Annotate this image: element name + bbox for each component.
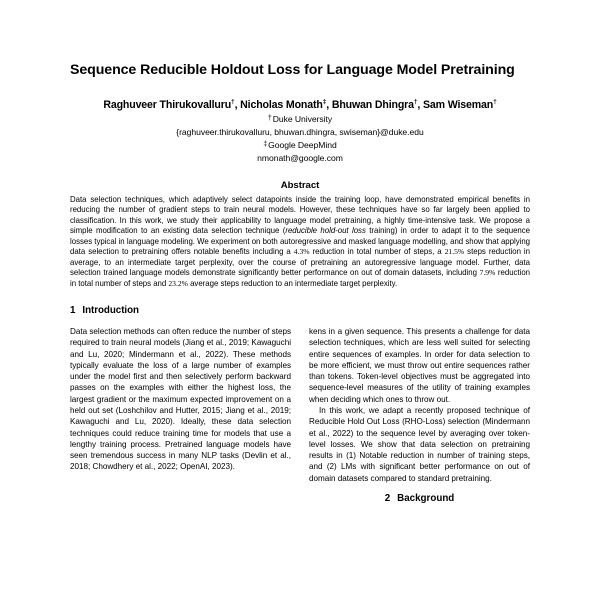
section-heading-background bbox=[309, 493, 530, 504]
affiliation-email-2: nmonath@google.com bbox=[257, 152, 343, 163]
affiliation-email-1: {raghuveer.thirukovalluru, bhuwan.dhingra, swiseman}@duke.edu bbox=[176, 126, 424, 137]
page-title: Sequence Reducible Holdout Loss for Language Model Pretraining bbox=[70, 62, 515, 78]
author-name-2: Nicholas Monath bbox=[240, 98, 323, 111]
affiliation-marker-2: ‡ bbox=[263, 140, 268, 148]
left-column bbox=[70, 326, 291, 473]
author-marker-3: † bbox=[413, 98, 418, 106]
right-column bbox=[309, 326, 530, 504]
author-marker-1: † bbox=[231, 98, 235, 106]
affiliation-marker-1: † bbox=[267, 114, 272, 122]
paragraph: Data selection methods can often reduce the number of steps required to train neural models (Jiang et al., 2019; Kawaguchi and Lu, 2020; Mindermann et al., 2022). These methods typically evaluate the loss of a large number of examples under the model first and then selectively perform backward passes on the examples with either the highest loss, the largest gradient or the maximum expected improvement on a held out set (Loshchilov and Hutter, 2015; Jiang et al., 2019; Kawaguchi and Lu, 2020). Ideally, these data selection techniques could reduce training time for models that use a lengthy training process. Pretrained language models have seen tremendous success in many NLP tasks (Devlin et al., 2018; Chowdhery et al., 2022; OpenAI, 2023). bbox=[70, 326, 291, 472]
section-number-background: 2 bbox=[384, 492, 391, 504]
affiliation-name-2: Google DeepMind bbox=[268, 139, 337, 150]
section-label-introduction: Introduction bbox=[82, 304, 139, 316]
author-sep-3: , bbox=[417, 98, 423, 111]
affiliation-2 bbox=[70, 139, 530, 152]
paragraph: In this work, we adapt a recently proposed technique of Reducible Hold Out Loss (RHO-Loss) selection (Mindermann et al., 2022) to the sequence level by averaging over token-level losses. We show that data selection on pretraining results in (1) Notable reduction in number of training steps, and (2) LMs with significant better performance on out of domain datasets compared to standard pretraining. bbox=[309, 405, 530, 483]
section-number-introduction: 1 bbox=[70, 304, 76, 316]
section-label-background: Background bbox=[397, 492, 455, 504]
section-heading-introduction bbox=[70, 305, 530, 316]
author-sep-1: , bbox=[234, 98, 241, 111]
author-sep-2: , bbox=[326, 98, 332, 111]
abstract-text: Data selection techniques, which adaptively select datapoints inside the training loop, have demonstrated empirical benefits in reducing the number of gradient steps to train neural models. However, these techniques have so far largely been applied to classification. In this work, we study their applicability to language model pretraining, a highly time-intensive task. We propose a simple modification to an existing data selection technique (reducible hold-out loss training) in order to adapt it to the sequence losses typical in language modeling. We experiment on both autoregressive and masked language modelling, and show that applying data selection to pretraining offers notable benefits including a 4.3% reduction in total number of steps, a 21.5% steps reduction in average, to an intermediate target perplexity, over the course of pretraining an autoregressive language model. Further, data selection trained language models demonstrate significantly better performance on out of domain datasets, including 7.9% reduction in total number of steps and 23.2% average steps reduction to an intermediate target perplexity. bbox=[70, 194, 531, 288]
two-column-body bbox=[70, 326, 530, 504]
author-marker-4: † bbox=[493, 98, 497, 106]
author-name-4: Sam Wiseman bbox=[423, 98, 494, 111]
paragraph: kens in a given sequence. This presents a challenge for data selection techniques, which are less well suited for selecting entire sequences of examples. In order for data selection to be more efficient, we must throw out entire sequences rather than tokens. Token-level objectives must be aggregated into sequence-level measures of the utility of training examples when deciding which ones to throw out. bbox=[309, 326, 530, 404]
author-name-3: Bhuwan Dhingra bbox=[331, 98, 414, 111]
author-marker-2: ‡ bbox=[322, 98, 327, 106]
affiliation-1 bbox=[70, 113, 530, 126]
author-name-1: Raghuveer Thirukovalluru bbox=[103, 98, 232, 111]
abstract-heading: Abstract bbox=[280, 179, 320, 191]
affiliation-name-1: Duke University bbox=[272, 113, 333, 124]
authors-block bbox=[70, 99, 530, 165]
author-line bbox=[70, 99, 530, 113]
